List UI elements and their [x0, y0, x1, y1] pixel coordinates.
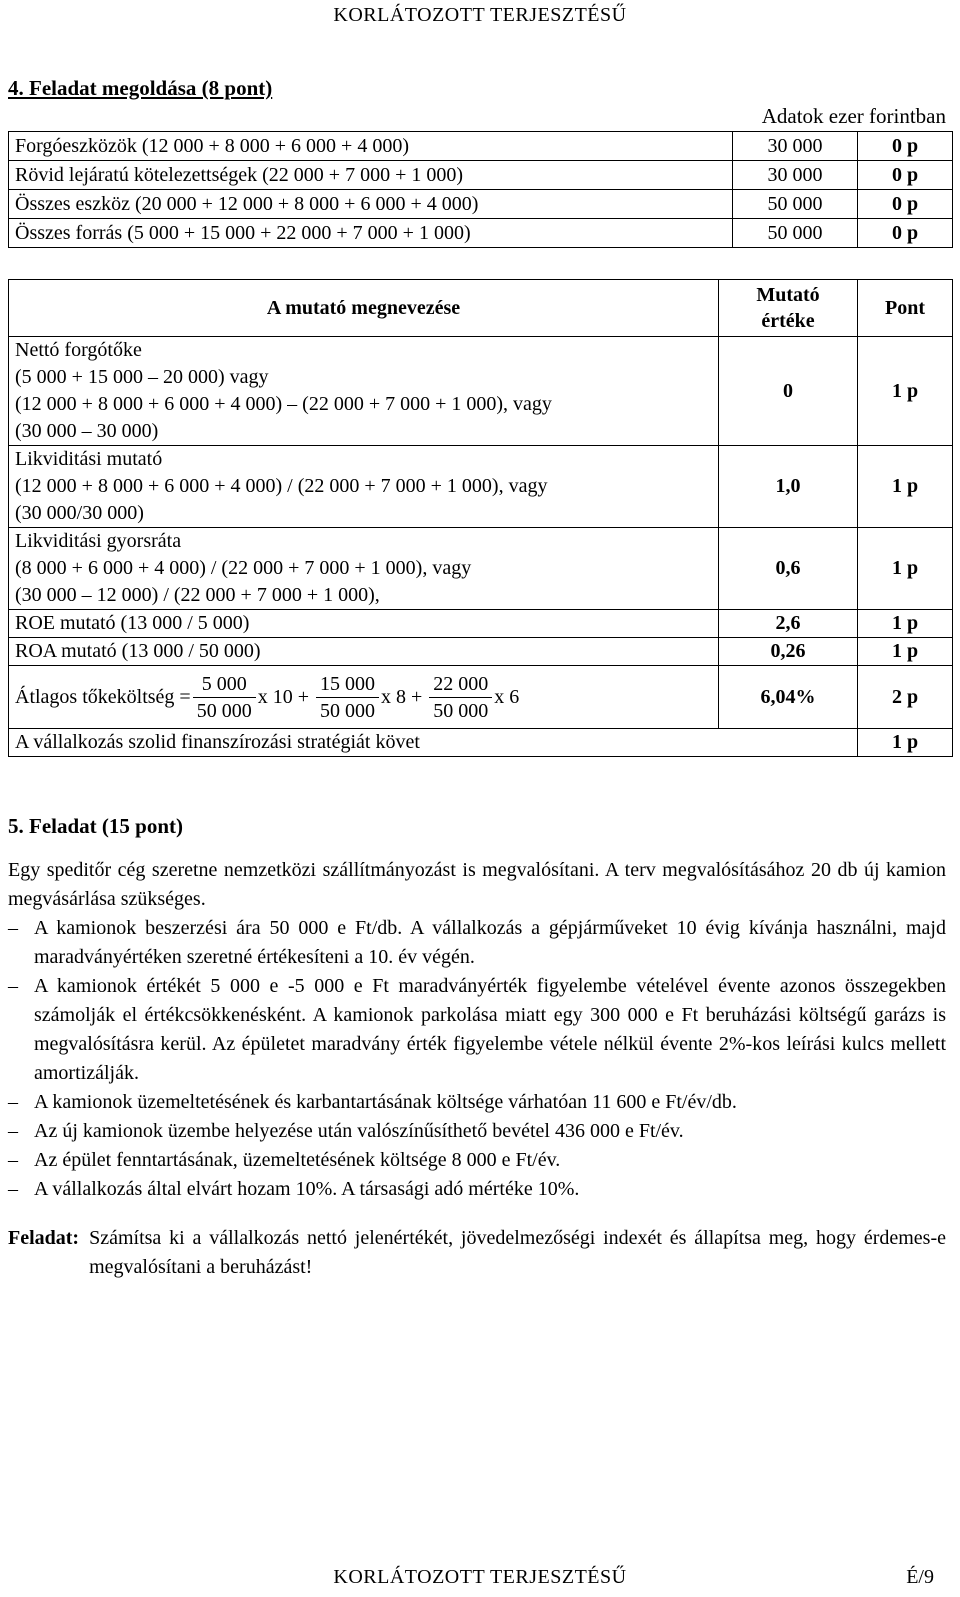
indicator-description: [9, 337, 719, 446]
fraction-1-numerator: 5 000: [193, 671, 256, 698]
indicator-points: 1 p: [858, 638, 953, 666]
bullet-text: A kamionok üzemeltetésének és karbantartásának költsége várhatóan 11 600 e Ft/év/db.: [34, 1091, 737, 1113]
indicator-line: Likviditási gyorsráta: [15, 530, 182, 552]
indicator-row: [9, 446, 953, 528]
balance-row: [9, 219, 953, 248]
fraction-3-numerator: 22 000: [429, 671, 492, 698]
multiplier-3: x 6: [494, 685, 520, 708]
formula-value: 6,04%: [719, 666, 858, 729]
indicator-value: 2,6: [719, 610, 858, 638]
indicator-line: (30 000 – 12 000) / (22 000 + 7 000 + 1 000),: [15, 584, 380, 606]
indicator-line: (5 000 + 15 000 – 20 000) vagy: [15, 366, 269, 388]
indicator-row: [9, 610, 953, 638]
header-value: [719, 280, 858, 337]
bullet-dash: –: [8, 1120, 18, 1142]
multiplier-2: x 8: [380, 685, 406, 708]
indicator-row: [9, 337, 953, 446]
balance-row: [9, 161, 953, 190]
bullet-text: A kamionok értékét 5 000 e -5 000 e Ft maradványérték figyelembe vételével évente azonos összegekben számolják el értékcsökkenésként. A kamionok parkolása miatt egy 300 000 e Ft beruházási költségű garázs is megvalósításra kerül. Az épületet maradvány érték figyelembe vétele nélkül évente 2%-kos leírási kulcs mellett amortizálják.: [34, 975, 946, 1084]
indicator-line: ROA mutató (13 000 / 50 000): [15, 640, 261, 662]
indicator-header-row: [9, 280, 953, 337]
indicator-points: 1 p: [858, 610, 953, 638]
balance-row: [9, 190, 953, 219]
balance-row-value: 30 000: [733, 161, 858, 190]
bullet-item: [8, 1175, 946, 1204]
header-name: [9, 280, 719, 337]
balance-row-points: 0 p: [858, 132, 953, 161]
bullet-item: [8, 914, 946, 972]
indicator-points: 1 p: [858, 528, 953, 610]
fraction-2-numerator: 15 000: [316, 671, 379, 698]
bullet-dash: –: [8, 917, 18, 939]
task5-bullet-list: [8, 914, 946, 1204]
bullet-text: A vállalkozás által elvárt hozam 10%. A társasági adó mértéke 10%.: [34, 1178, 580, 1200]
bullet-text: A kamionok beszerzési ára 50 000 e Ft/db. A vállalkozás a gépjárműveket 10 évig kívánja használni, majd maradványértéken szeretné értékesíteni a 10. év végén.: [34, 917, 946, 968]
task-instruction: [8, 1224, 946, 1282]
balance-row-label: Rövid lejáratú kötelezettségek (22 000 + 7 000 + 1 000): [9, 161, 733, 190]
bullet-dash: –: [8, 1178, 18, 1200]
indicator-description: [9, 638, 719, 666]
balance-row-value: 50 000: [733, 190, 858, 219]
indicator-row: [9, 528, 953, 610]
page-number: É/9: [906, 1566, 934, 1588]
fraction-3-denominator: 50 000: [433, 699, 489, 722]
balance-row-label: Forgóeszközök (12 000 + 8 000 + 6 000 + 4 000): [9, 132, 733, 161]
balance-row-value: 30 000: [733, 132, 858, 161]
bullet-dash: –: [8, 1091, 18, 1113]
balance-row-points: 0 p: [858, 219, 953, 248]
task5-title: 5. Feladat (15 pont): [8, 814, 183, 838]
multiplier-1: x 10: [257, 685, 293, 708]
header-value-line2: értéke: [761, 310, 815, 332]
task5-intro: Egy speditőr cég szeretne nemzetközi szállítmányozást is megvalósítani. A terv megvalósításához 20 db új kamion megvásárlása szükséges.: [8, 859, 946, 910]
fraction-2: [316, 671, 379, 724]
strategy-row: [9, 729, 953, 757]
indicator-description: [9, 610, 719, 638]
task-text: Számítsa ki a vállalkozás nettó jelenértékét, jövedelmezőségi indexét és állapítsa meg, hogy érdemes-e megvalósítani a beruházást!: [89, 1227, 946, 1278]
indicator-line: (30 000 – 30 000): [15, 420, 159, 442]
bullet-item: [8, 1117, 946, 1146]
balance-row-value: 50 000: [733, 219, 858, 248]
indicator-line: (30 000/30 000): [15, 502, 144, 524]
task-label: Feladat:: [8, 1227, 80, 1249]
indicator-line: Nettó forgótőke: [15, 339, 142, 361]
indicator-line: ROE mutató (13 000 / 5 000): [15, 612, 250, 634]
formula-label: Átlagos tőkeköltség =: [15, 685, 191, 708]
indicator-value: 0,26: [719, 638, 858, 666]
indicator-points: 1 p: [858, 337, 953, 446]
header-points: [858, 280, 953, 337]
balance-row-label: Összes eszköz (20 000 + 12 000 + 8 000 + 6 000 + 4 000): [9, 190, 733, 219]
bullet-dash: –: [8, 975, 18, 997]
bullet-item: [8, 1088, 946, 1117]
bullet-text: Az új kamionok üzembe helyezése után valószínűsíthető bevétel 436 000 e Ft/év.: [34, 1120, 684, 1142]
balance-row-points: 0 p: [858, 161, 953, 190]
page-header: KORLÁTOZOTT TERJESZTÉSŰ: [333, 4, 627, 26]
indicator-value: 0: [719, 337, 858, 446]
page-footer: KORLÁTOZOTT TERJESZTÉSŰ: [333, 1566, 627, 1588]
bullet-dash: –: [8, 1149, 18, 1171]
indicator-line: (8 000 + 6 000 + 4 000) / (22 000 + 7 000 + 1 000), vagy: [15, 557, 472, 579]
fraction-2-denominator: 50 000: [319, 699, 375, 722]
indicator-value: 0,6: [719, 528, 858, 610]
balance-row-points: 0 p: [858, 190, 953, 219]
unit-note: Adatok ezer forintban: [761, 104, 946, 128]
fraction-1: [193, 671, 256, 724]
task4-title: 4. Feladat megoldása (8 pont): [8, 76, 273, 100]
capital-cost-row: [9, 666, 953, 729]
indicator-description: [9, 528, 719, 610]
header-name-label: A mutató megnevezése: [266, 296, 461, 319]
bullet-text: Az épület fenntartásának, üzemeltetésének költsége 8 000 e Ft/év.: [34, 1149, 561, 1171]
balance-table: [8, 131, 953, 248]
capital-cost-formula: [15, 666, 712, 728]
fraction-1-denominator: 50 000: [196, 699, 252, 722]
indicator-line: (12 000 + 8 000 + 6 000 + 4 000) / (22 000 + 7 000 + 1 000), vagy: [15, 475, 548, 497]
formula-cell: [9, 666, 719, 729]
indicator-description: [9, 446, 719, 528]
task5-body: [8, 856, 946, 1282]
fraction-3: [429, 671, 492, 724]
strategy-points: 1 p: [858, 729, 953, 757]
indicator-line: (12 000 + 8 000 + 6 000 + 4 000) – (22 000 + 7 000 + 1 000), vagy: [15, 393, 552, 415]
bullet-item: [8, 1146, 946, 1175]
indicator-value: 1,0: [719, 446, 858, 528]
indicator-table: [8, 279, 953, 757]
header-points-label: Pont: [885, 296, 925, 319]
balance-row: [9, 132, 953, 161]
balance-row-label: Összes forrás (5 000 + 15 000 + 22 000 + 7 000 + 1 000): [9, 219, 733, 248]
plus-sign-2: +: [410, 685, 423, 708]
indicator-line: Likviditási mutató: [15, 448, 163, 470]
bullet-item: [8, 972, 946, 1088]
header-value-line1: Mutató: [756, 284, 820, 306]
strategy-label: A vállalkozás szolid finanszírozási stratégiát követ: [9, 729, 858, 757]
indicator-row: [9, 638, 953, 666]
indicator-points: 1 p: [858, 446, 953, 528]
plus-sign-1: +: [297, 685, 309, 708]
formula-points: 2 p: [858, 666, 953, 729]
